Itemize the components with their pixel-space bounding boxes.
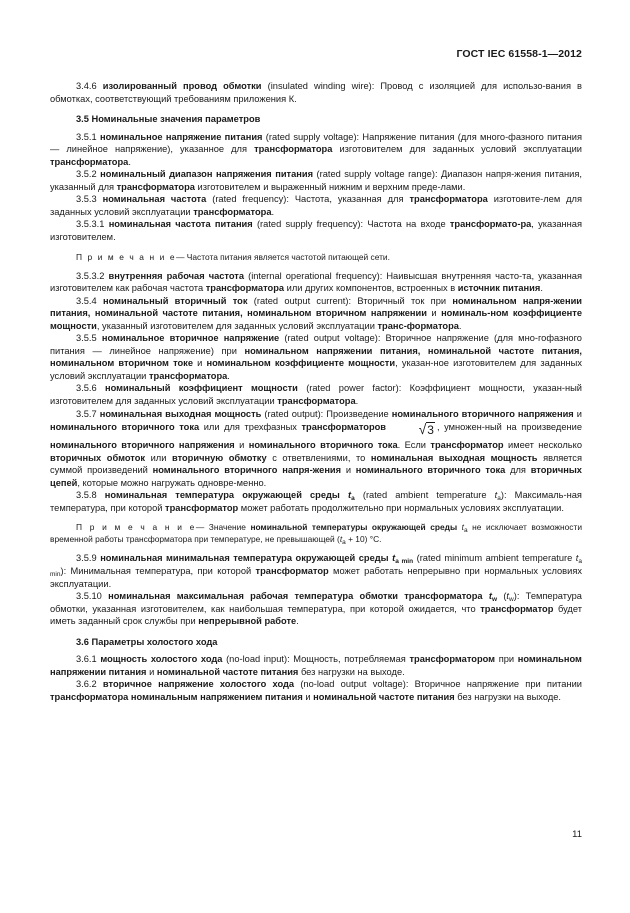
square-root-formula: √3 <box>418 421 434 438</box>
clause-3-6-1: 3.6.1 мощность холостого хода (no-load input): Мощность, потребляемая трансформатором при номинальном напряжении питания и номинальной частоте питания без нагрузки на выходе. <box>50 654 582 677</box>
clause-3-5-7: 3.5.7 номинальная выходная мощность (rated output): Произведение номинального вторичного напряжения и номинального вторичного тока или для трехфазных трансформаторов √3 , умножен-ный на произведение номинального вторичного напряжения и номинального вторичного тока. Если трансформатор имеет несколько вторичных обмоток или вторичную обмотку с ответвлениями, то номинальная выходная мощность является суммой произведений номинального вторичного напря-жения и номинального вторичного тока для вторичных цепей, которые можно нагружать одновре-менно. <box>50 408 582 488</box>
clause-3-4-6: 3.4.6 изолированный провод обмотки (insulated winding wire): Провод с изоляцией для использо-вания в обмотках, соответствующий требованиям приложения К. <box>50 81 582 104</box>
document-body <box>50 80 582 703</box>
clause-3-5-2: 3.5.2 номинальный диапазон напряжения питания (rated supply voltage range): Диапазон напря-жения питания, указанный для трансформатора изготовителем и выраженный нижним и верхним преде-лами. <box>50 169 582 192</box>
clause-3-5-6: 3.5.6 номинальный коэффициент мощности (rated power factor): Коэффициент мощности, указан-ный изготовителем для заданных условий эксплуатации трансформатора. <box>50 383 582 407</box>
clause-3-5-9: 3.5.9 номинальная минимальная температура окружающей среды $t_{a min}$ (rated minimum ambient temperature $t_{a min}$): Минимальная температура, при которой трансформатор может работать непрерывно при нормальных условиях эксплуатации. <box>50 553 582 589</box>
clause-3-5-3: 3.5.3 номинальная частота (rated frequency): Частота, указанная для трансформатора изготовите-лем для заданных условий эксплуатации трансформатора. <box>50 194 583 217</box>
clause-3-5-10: 3.5.10 номинальная максимальная рабочая температура обмотки трансформатора $t_w$ $(t_w)$: Температура обмотки, указанная изготовителем, как наибольшая температура, при которой ожидается, что трансформатор будет иметь заданный срок службы при непрерывной работе. <box>50 591 582 627</box>
clause-3-5-3-1: 3.5.3.1 номинальная частота питания (rated supply frequency): Частота на входе трансформато-ра, указанная изготовителем. <box>50 219 583 243</box>
clause-3-5-5: 3.5.5 номинальное вторичное напряжение (rated output voltage): Вторичное напряжение (для мно-гофазного питания — линейное напряжение) при номинальном напряжении питания, номинальной частоте питания, номинальном вторичном токе и номинальном коэффициенте мощности, указан-ное изготовителем для заданных условий эксплуатации трансформатора. <box>50 333 582 381</box>
clause-3-6-2: 3.6.2 вторичное напряжение холостого хода (no-load output voltage): Вторичное напряжение при питании трансформатора номинальным напряжением питания и номинальной частоте питания без нагрузки на выходе. <box>50 679 582 702</box>
clause-3-5-4: 3.5.4 номинальный вторичный ток (rated output current): Вторичный ток при номинальном напря-жении питания, номинальной частоте питания, номинальном вторичном напряжении и номиналь-ном коэффициенте мощности, указанный изготовителем для заданных условий эксплуатации транс-форматора. <box>50 295 583 331</box>
clause-3-5-3-2: 3.5.3.2 внутренняя рабочая частота (internal operational frequency): Наивысшая внутренняя часто-та, указанная изготовителем как рабочая частота трансформатора или других компонентов, встроенных в источник питания. <box>50 270 582 294</box>
note-supply-frequency: П р и м е ч а н и е— Частота питания является частотой питающей сети. <box>76 251 390 262</box>
section-heading-3-5: 3.5 Номинальные значения параметров <box>76 114 261 125</box>
clause-3-5-8: 3.5.8 номинальная температура окружающей среды $t_a$ (rated ambient temperature $t_a$): Максималь-ная температура, при которой трансформатор может работать продолжительно при нормальных условиях эксплуатации. <box>50 490 582 513</box>
document-header: ГОСТ IEC 61558-1—2012 <box>456 48 582 60</box>
page-number: 11 <box>572 829 582 840</box>
section-heading-3-6: 3.6 Параметры холостого хода <box>76 636 218 647</box>
note-ambient-temperature: П р и м е ч а н и е— Значение номинальной температуры окружающей среды $t_a$ не исключает возможности временной работы трансформатора при температуре, не превышающей $(t_a + 10)$ °С. <box>50 522 583 547</box>
clause-3-5-1: 3.5.1 номинальное напряжение питания (rated supply voltage): Напряжение питания (для много-фазного питания — линейное напряжение), указанное для трансформатора изготовителем для заданных условий эксплуатации трансформатора. <box>50 131 583 167</box>
